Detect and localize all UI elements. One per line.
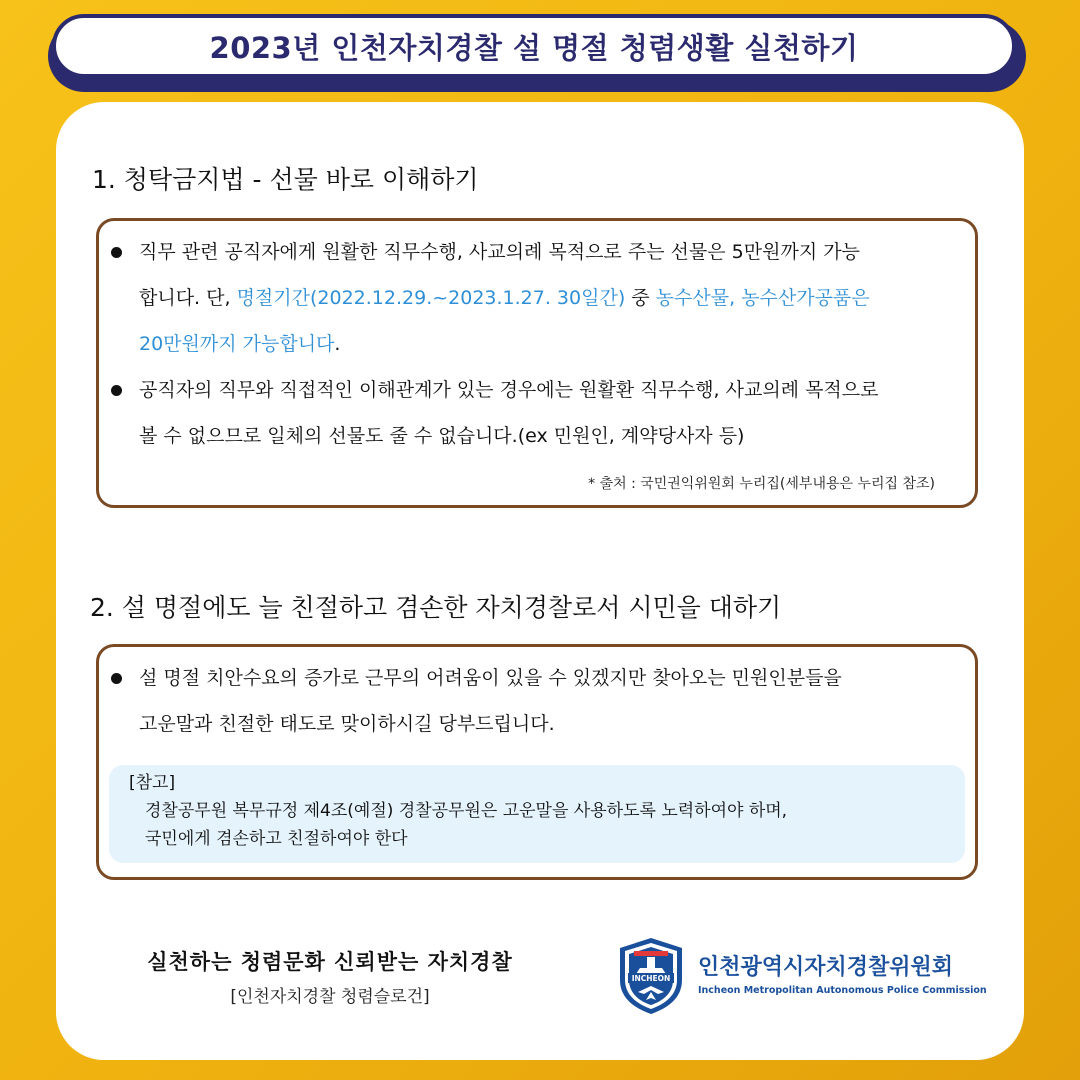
slogan-block (110, 946, 550, 1007)
bullet-text: 20만원까지 가능합니다. (139, 333, 341, 355)
bullet-text: 합니다. 단, 명절기간(2022.12.29.~2023.1.27. 30일간) 중 농수산물, 농수산가공품은 (139, 287, 870, 309)
bullet-text: 공직자의 직무와 직접적인 이해관계가 있는 경우에는 원활환 직무수행, 사교의례 목적으로 (139, 379, 879, 401)
bullet-text: 직무 관련 공직자에게 원활한 직무수행, 사교의례 목적으로 주는 선물은 5만원까지 가능 (139, 241, 860, 263)
section2-bullet-1 (105, 655, 967, 747)
section1-bullet-2 (105, 367, 967, 459)
note-label: [참고] (129, 773, 176, 793)
bullet-text: 볼 수 없으므로 일체의 선물도 줄 수 없습니다.(ex 민원인, 계약당사자 등) (139, 425, 745, 447)
section2-box (96, 644, 978, 880)
source-note: * 출처 : 국민권익위원회 누리집(세부내용은 누리집 참조) (588, 476, 935, 492)
highlight-text: 20만원까지 가능합니다 (139, 333, 335, 355)
slogan-text: 실천하는 청렴문화 신뢰받는 자치경찰 (147, 949, 513, 974)
highlight-text: 농수산물, 농수산가공품은 (655, 287, 870, 309)
section2-heading: 2. 설 명절에도 늘 친절하고 겸손한 자치경찰로서 시민을 대하기 (90, 593, 782, 622)
title-bar (52, 14, 1016, 78)
bullet-text: 고운말과 친절한 태도로 맞이하시길 당부드립니다. (139, 713, 555, 735)
logo-text: INCHEON (631, 974, 671, 983)
note-text: 국민에게 겸손하고 친절하여야 한다 (145, 829, 408, 849)
org-name-en: Incheon Metropolitan Autonomous Police Commission (698, 985, 987, 996)
highlight-text: 명절기간(2022.12.29.~2023.1.27. 30일간) (236, 287, 626, 309)
bullet-icon (111, 673, 122, 684)
bullet-icon (111, 385, 122, 396)
org-name-ko: 인천광역시자치경찰위원회 (698, 955, 954, 980)
section1-box (96, 218, 978, 508)
reference-note (109, 765, 965, 863)
slogan-caption: [인천자치경찰 청렴슬로건] (230, 987, 430, 1007)
bullet-icon (111, 247, 122, 258)
organization-logo (698, 950, 987, 996)
note-text: 경찰공무원 복무규정 제4조(예절) 경찰공무원은 고운말을 사용하도록 노력하여야 하며, (145, 801, 788, 821)
page-title: 2023년 인천자치경찰 설 명절 청렴생활 실천하기 (209, 30, 859, 65)
section1-heading: 1. 청탁금지법 - 선물 바로 이해하기 (92, 165, 479, 194)
content-card (56, 102, 1024, 1060)
police-emblem-icon (616, 936, 686, 1016)
section1-bullet-1 (105, 229, 967, 367)
bullet-text: 설 명절 치안수요의 증가로 근무의 어려움이 있을 수 있겠지만 찾아오는 민원인분들을 (139, 667, 842, 689)
